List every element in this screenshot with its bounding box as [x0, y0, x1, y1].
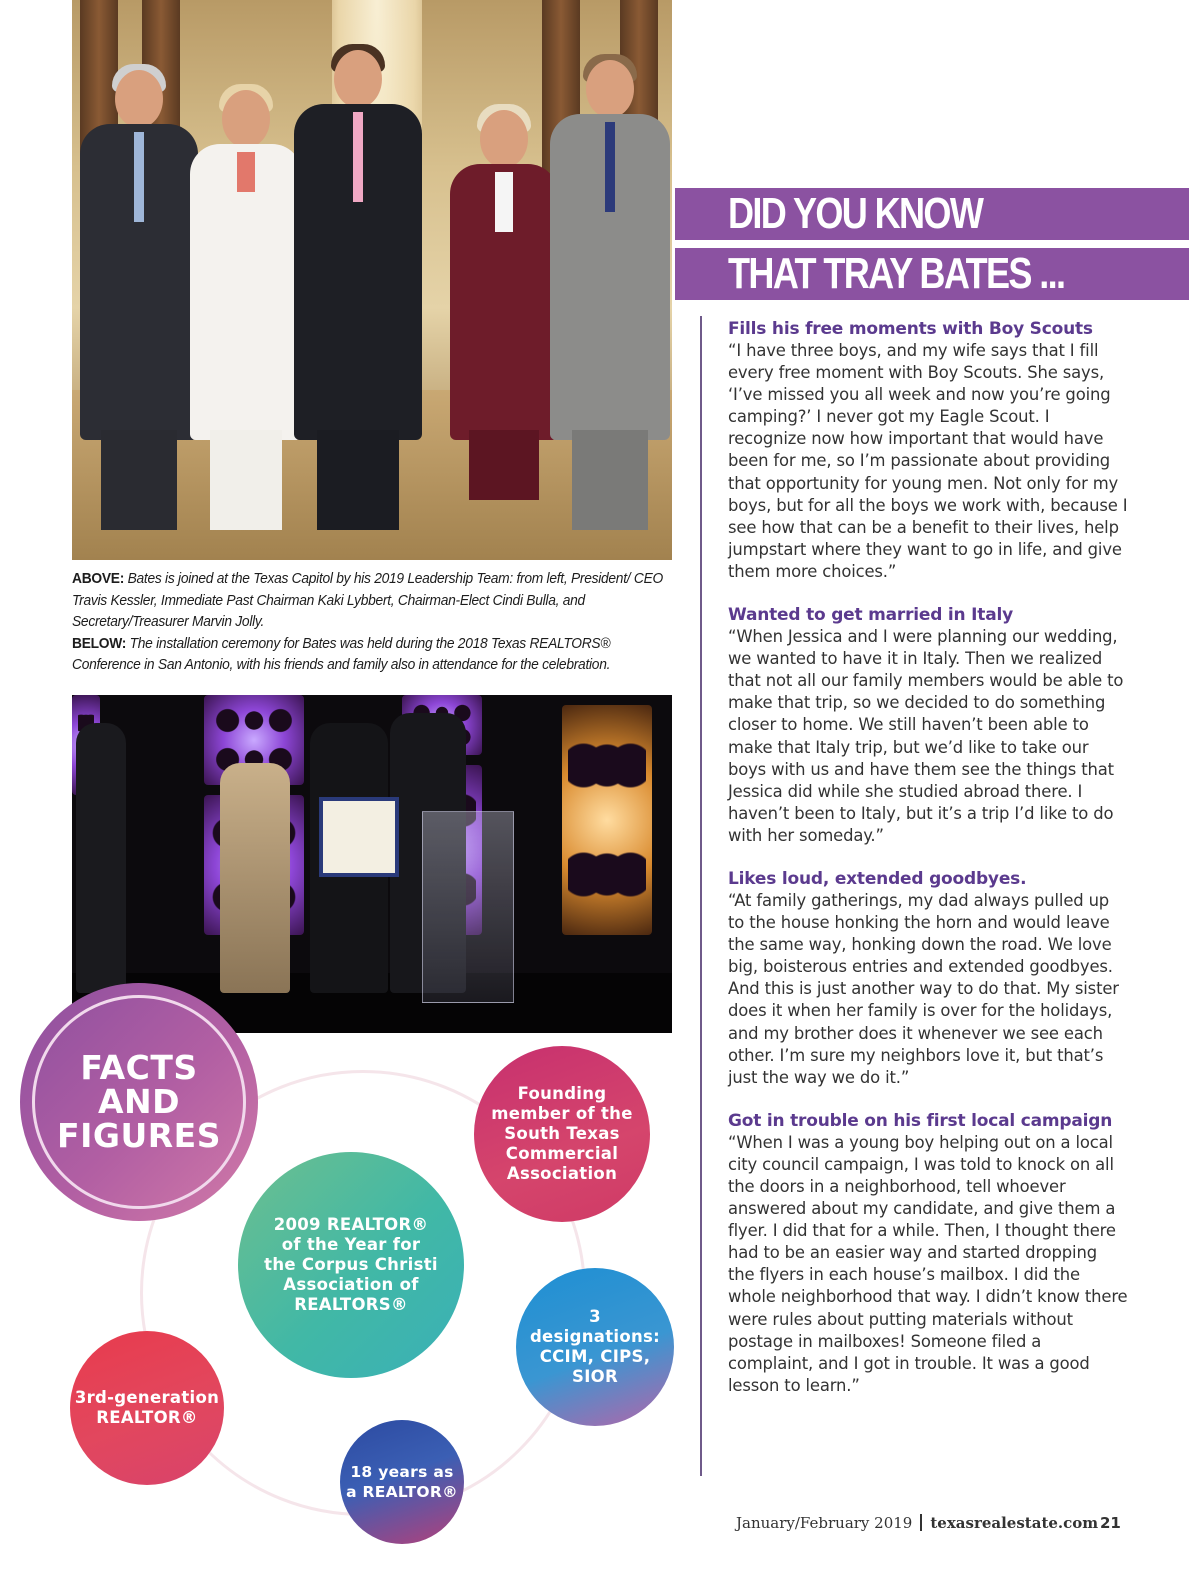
photo-caption	[72, 568, 672, 676]
person-travis-kessler	[80, 70, 198, 530]
fact-years: 18 years as a REALTOR®	[346, 1463, 458, 1501]
section-body: “I have three boys, and my wife says that I fill every free moment with Boy Scouts. She says, ‘I’ve missed you all week and now you’re going camping?’ I never got my Eagle Scout. I recognize now how important that would have been for me, so I’m passionate about providing that opportunity for young men. Not only for my boys, but for all the boys we work with, because I see how that can be a benefit to their lives, help jumpstart where they want to go in life, and give them more choices.”	[728, 341, 1128, 581]
section-heading: Likes loud, extended goodbyes.	[728, 868, 1027, 889]
fact-2009-realtor: 2009 REALTOR® of the Year for the Corpus Christi Association of REALTORS®	[264, 1215, 438, 1314]
column-divider	[700, 316, 702, 1476]
footer-separator	[920, 1514, 922, 1531]
section-heading: Fills his free moments with Boy Scouts	[728, 319, 1093, 339]
woman-figure	[220, 763, 290, 993]
person-cindi-bulla	[450, 110, 558, 530]
page-number: 21	[1100, 1514, 1121, 1532]
fact-third-gen: 3rd-generation REALTOR®	[74, 1388, 220, 1427]
section-campaign	[728, 1110, 1128, 1397]
person-tray-bates	[294, 50, 422, 530]
facts-title-circle	[20, 983, 258, 1221]
certificate-frame	[319, 797, 399, 877]
fact-designations-circle	[516, 1268, 674, 1426]
section-body: “When I was a young boy helping out on a local city council campaign, I was told to knock on all the doors in a neighborhood, tell whoever answered about my candidate, and give them a flyer. I did that for a while. Then, I thought there had to be an easier way and started dropping the flyers in each house’s mailbox. I did the whole neighborhood that way. I didn’t know there were rules about putting materials without postage in mailboxes! Someone filed a complaint, and I got in trouble. It was a good lesson to learn.”	[728, 1132, 1128, 1395]
page-footer	[736, 1514, 1126, 1532]
caption-above-label: ABOVE:	[72, 570, 125, 587]
section-italy	[728, 604, 1128, 847]
footer-issue: January/February 2019	[736, 1514, 913, 1532]
section-boy-scouts	[728, 318, 1128, 583]
leadership-team-photo	[72, 0, 672, 560]
caption-below-text: The installation ceremony for Bates was held during the 2018 Texas REALTORS® Conference in San Antonio, with his friends and family also in attendance for the celebration.	[72, 634, 611, 673]
stage-panel	[562, 705, 652, 935]
fact-founding-circle	[474, 1046, 650, 1222]
fact-founding: Founding member of the South Texas Commercial Association	[491, 1084, 633, 1183]
section-goodbyes	[728, 868, 1128, 1089]
person-marvin-jolly	[550, 60, 670, 530]
article-column	[728, 318, 1128, 1418]
caption-above-text: Bates is joined at the Texas Capitol by his 2019 Leadership Team: from left, President/ CEO Travis Kessler, Immediate Past Chairman Kaki Lybbert, Chairman-Elect Cindi Bulla, and Secretary/Treasurer Marvin Jolly.	[72, 570, 663, 630]
acrylic-podium	[422, 811, 514, 1003]
section-heading: Got in trouble on his first local campaign	[728, 1110, 1113, 1131]
title-line-1: DID YOU KNOW	[728, 189, 983, 238]
installation-ceremony-photo	[72, 695, 672, 1033]
person-kaki-lybbert	[190, 90, 302, 530]
facts-title: FACTS AND FIGURES	[57, 1048, 221, 1155]
caption-below-label: BELOW:	[72, 634, 127, 652]
section-body: “At family gatherings, my dad always pulled up to the house honking the horn and would leave the same way, honking down the road. We love big, boisterous entries and extended goodbyes. And this is just another way to do that. My sister does it when her family is over for the holidays, and my brother does it whenever we see each other. I’m sure my neighbors love it, but that’s just the way we do it.”	[728, 890, 1119, 1087]
fact-2009-circle	[238, 1152, 464, 1378]
fact-third-gen-circle	[70, 1331, 224, 1485]
title-line-2: THAT TRAY BATES ...	[728, 249, 1065, 298]
section-heading: Wanted to get married in Italy	[728, 605, 1014, 626]
section-body: “When Jessica and I were planning our wedding, we wanted to have it in Italy. Then we realized that not all our family members would be able to make that trip, so we decided to do something closer to home. We still haven’t been able to make that Italy trip, but we’d like to take our boys with us and have them see the things that Jessica did while she studied abroad there. I haven’t been to Italy, but it’s a trip I’d like to do with her someday.”	[728, 627, 1124, 845]
fact-years-circle	[340, 1420, 464, 1544]
footer-site: texasrealestate.com	[930, 1514, 1099, 1532]
fact-designations: 3 designations: CCIM, CIPS, SIOR	[529, 1307, 661, 1386]
guest-figure	[76, 723, 126, 993]
